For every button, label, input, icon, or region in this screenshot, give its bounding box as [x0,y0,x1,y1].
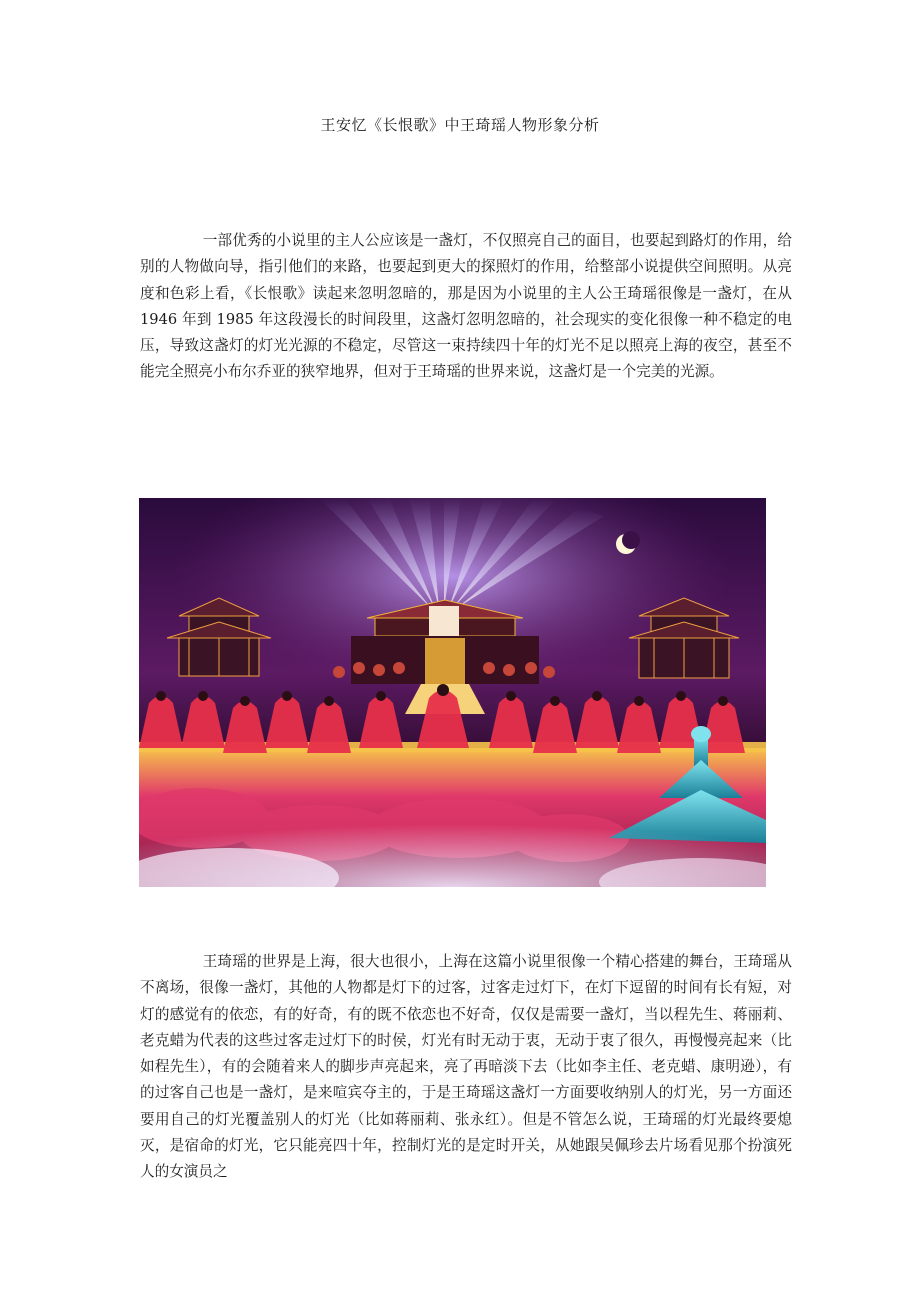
stage-performance-photo [139,498,766,887]
paragraph-2: 王琦瑶的世界是上海，很大也很小，上海在这篇小说里很像一个精心搭建的舞台，王琦瑶从不离场，很像一盏灯，其他的人物都是灯下的过客，过客走过灯下，在灯下逗留的时间有长有短，对灯的感觉有的依恋，有的好奇，有的既不依恋也不好奇，仅仅是需要一盏灯，当以程先生、蒋丽莉、老克蜡为代表的这些过客走过灯下的时侯，灯光有时无动于衷，无动于衷了很久，再慢慢亮起来（比如程先生），有的会随着来人的脚步声亮起来，亮了再暗淡下去（比如李主任、老克蜡、康明逊），有的过客自己也是一盏灯，是来喧宾夺主的，于是王琦瑶这盏灯一方面要收纳别人的灯光，另一方面还要用自己的灯光覆盖别人的灯光（比如蒋丽莉、张永红）。但是不管怎么说，王琦瑶的灯光最终要熄灭，是宿命的灯光，它只能亮四十年，控制灯光的是定时开关，从她跟吴佩珍去片场看见那个扮演死人的女演员之 [140,953,792,1181]
paragraph-1: 一部优秀的小说里的主人公应该是一盏灯，不仅照亮自己的面目，也要起到路灯的作用，给别的人物做向导，指引他们的来路，也要起到更大的探照灯的作用，给整部小说提供空间照明。从亮度和色彩上看，《长恨歌》读起来忽明忽暗的，那是因为小说里的主人公王琦瑶很像是一盏灯，在从 1946 年到 1985 年这段漫长的时间段里，这盏灯忽明忽暗的，社会现实的变化很像一种不稳定的电压，导致这盏灯的灯光光源的不稳定，尽管这一束持续四十年的灯光不足以照亮上海的夜空，甚至不能完全照亮小布尔乔亚的狭窄地界，但对于王琦瑶的世界来说，这盏灯是一个完美的光源。 [140,232,792,381]
document-title: 王安忆《长恨歌》中王琦瑶人物形象分析 [320,116,600,134]
